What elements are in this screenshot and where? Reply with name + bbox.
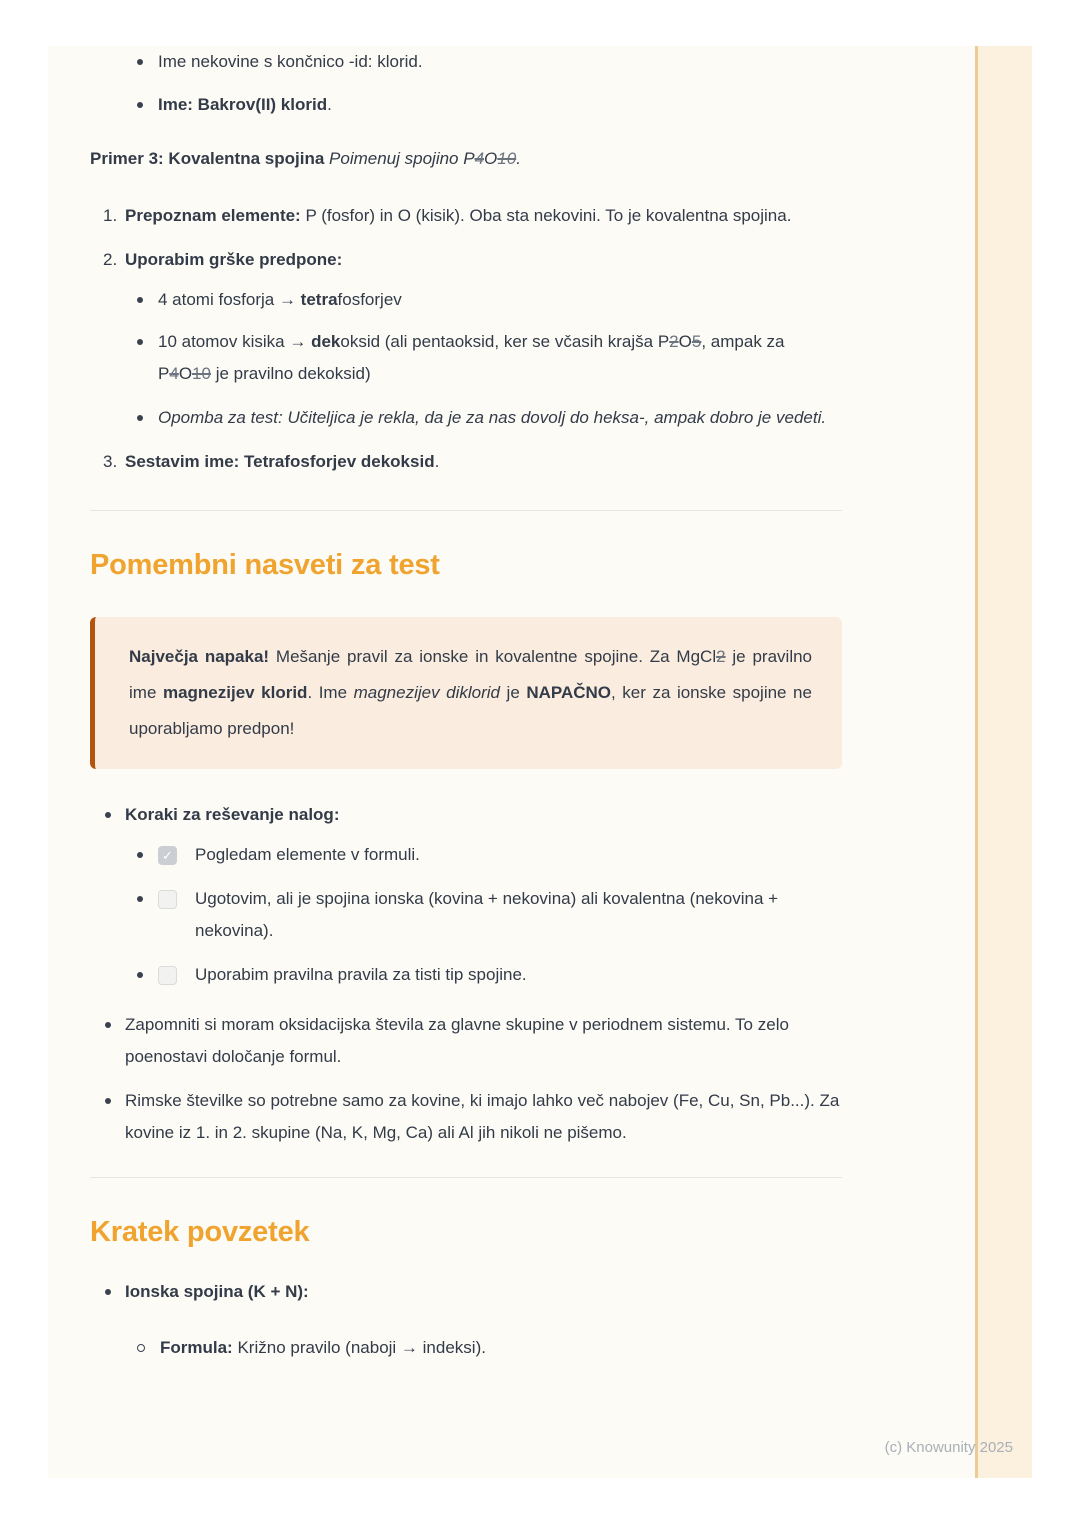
list-item <box>90 89 842 121</box>
checklist-row <box>90 883 842 947</box>
bullet-dot-icon <box>105 1098 111 1104</box>
steps-ordered-list <box>90 200 842 478</box>
callout-text: Največja napaka! Mešanje pravil za ionske in kovalentne spojine. Za MgCl2 je pravilno ime magnezijev klorid. Ime magnezijev diklorid je NAPAČNO, ker za ionske spojine ne uporabljamo predpon! <box>129 647 813 738</box>
list-item <box>90 1332 842 1364</box>
list-item <box>90 1085 842 1149</box>
checklist-row <box>90 839 842 871</box>
step-number: 1. <box>103 206 118 225</box>
bullet-dot-icon <box>137 896 143 902</box>
checklist-row <box>90 959 842 991</box>
list-item <box>125 402 842 434</box>
list-item <box>90 799 842 831</box>
list-item <box>90 1009 842 1073</box>
section-divider <box>90 1177 842 1178</box>
list-item-text: Ime: Bakrov(II) klorid. <box>158 95 332 114</box>
bullet-dot-icon <box>137 102 143 108</box>
step-item <box>90 244 842 434</box>
section-divider <box>90 510 842 511</box>
step-text <box>125 244 842 434</box>
bullet-dot-icon <box>137 59 143 65</box>
bullet-dot-icon <box>137 297 143 303</box>
list-item-text: Formula: Križno pravilo (naboji → indeksi). <box>160 1338 486 1357</box>
step-number: 3. <box>103 452 118 471</box>
step-text: Prepoznam elemente: P (fosfor) in O (kisik). Oba sta nekovini. To je kovalentna spojina. <box>125 206 792 225</box>
bullet-dot-icon <box>105 1289 111 1295</box>
summary-section-heading: Kratek povzetek <box>90 1216 310 1248</box>
list-item-text: Ionska spojina (K + N): <box>125 1282 309 1301</box>
step-item <box>90 200 842 232</box>
step-label: Uporabim grške predpone: <box>125 250 343 269</box>
bullet-dot-icon <box>105 1022 111 1028</box>
bullet-dot-icon <box>137 415 143 421</box>
list-item <box>90 46 842 78</box>
circle-bullet-icon <box>137 1344 145 1352</box>
list-item <box>125 326 842 390</box>
copyright-watermark: (c) Knowunity 2025 <box>884 1439 1013 1456</box>
bullet-dot-icon <box>137 972 143 978</box>
bullet-dot-icon <box>105 812 111 818</box>
document-content <box>90 46 842 1364</box>
list-item-text: Koraki za reševanje nalog: <box>125 805 340 824</box>
substep-bullet-list <box>125 284 842 434</box>
document-page <box>48 46 1032 1478</box>
list-item-text: 4 atomi fosforja → tetrafosforjev <box>158 290 402 309</box>
checklist-item-text: Pogledam elemente v formuli. <box>195 845 420 864</box>
step-text: Sestavim ime: Tetrafosforjev dekoksid. <box>125 452 440 471</box>
intro-bullet-list <box>90 46 842 121</box>
primer-3-paragraph: Primer 3: Kovalentna spojina Poimenuj spojino P4O10. <box>90 149 521 168</box>
step-item <box>90 446 842 478</box>
list-item-text: Opomba za test: Učiteljica je rekla, da je za nas dovolj do heksa-, ampak dobro je vedeti. <box>158 408 827 427</box>
checklist <box>90 839 842 991</box>
list-item-text: 10 atomov kisika → dekoksid (ali pentaoksid, ker se včasih krajša P2O5, ampak za P4O10 je pravilno dekoksid) <box>158 332 785 383</box>
checkbox-unchecked[interactable] <box>158 890 177 909</box>
list-item-text: Zapomniti si moram oksidacijska števila za glavne skupine v periodnem sistemu. To zelo poenostavi določanje formul. <box>125 1015 789 1066</box>
page-edge-strip <box>975 46 1032 1478</box>
checkbox-checked[interactable]: ✓ <box>158 846 177 865</box>
bullet-dot-icon <box>137 852 143 858</box>
checklist-item-text: Ugotovim, ali je spojina ionska (kovina + nekovina) ali kovalentna (nekovina + nekovina). <box>195 889 779 940</box>
list-item <box>125 284 842 316</box>
list-item-text: Ime nekovine s končnico -id: klorid. <box>158 52 423 71</box>
list-item <box>90 1276 842 1308</box>
bullet-dot-icon <box>137 339 143 345</box>
checkbox-unchecked[interactable] <box>158 966 177 985</box>
tips-section-heading: Pomembni nasveti za test <box>90 549 440 581</box>
checklist-item-text: Uporabim pravilna pravila za tisti tip spojine. <box>195 965 527 984</box>
list-item-text: Rimske številke so potrebne samo za kovine, ki imajo lahko več nabojev (Fe, Cu, Sn, Pb...). Za kovine iz 1. in 2. skupine (Na, K, Mg, Ca) ali Al jih nikoli ne pišemo. <box>125 1091 840 1142</box>
step-number: 2. <box>103 250 118 269</box>
warning-callout <box>90 617 842 769</box>
